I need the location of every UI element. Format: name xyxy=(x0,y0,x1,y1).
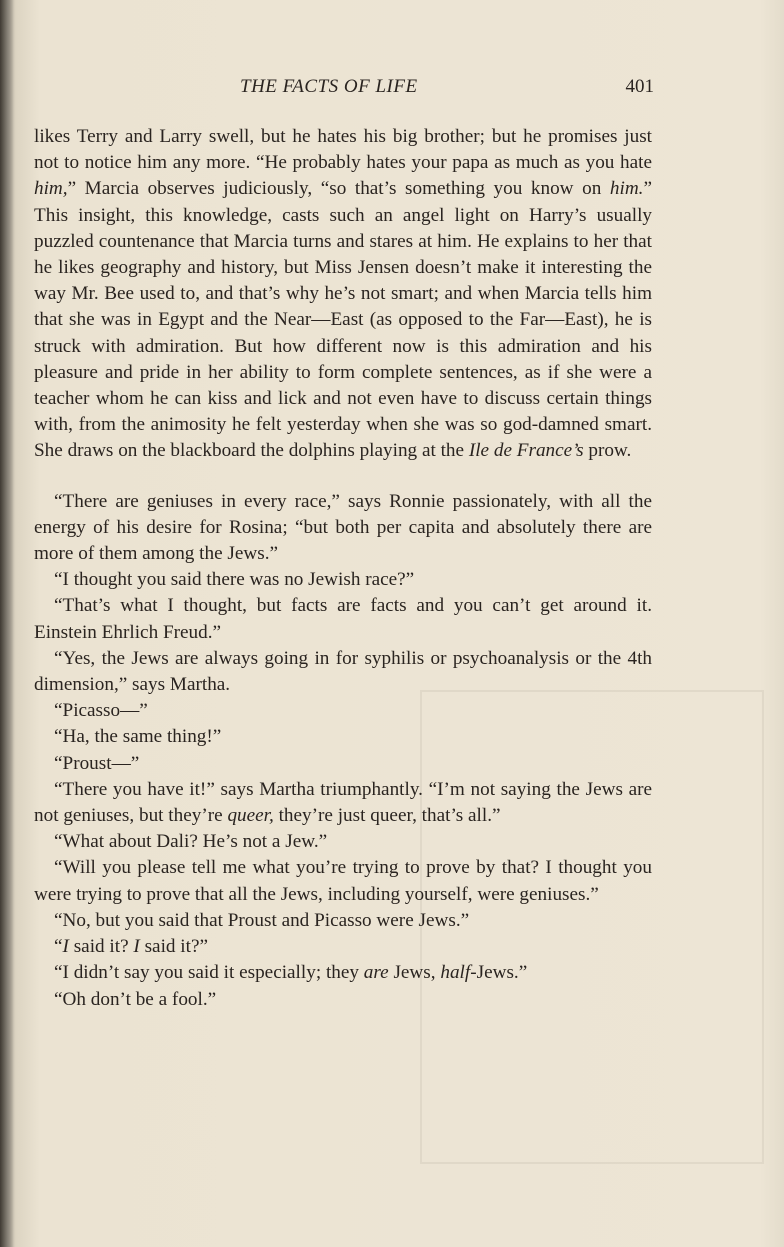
text-run: likes Terry and Larry swell, but he hates his big brother; but he promises just not to notice him any more. “He probably hates your papa as much as you hate xyxy=(34,126,652,174)
text-run: said it? xyxy=(68,936,134,958)
italic-text: I xyxy=(133,936,140,958)
text-run: ” This insight, this knowledge, casts such an angel light on Harry’s usually puzzled countenance that Marcia turns and stares at him. He explains to her that he likes geography and history, but Miss Jensen doesn’t make it interesting the way Mr. Bee used to, and that’s why he’s not smart; and when Marcia tells him that she was in Egypt and the Near—East (as opposed to the Far—East), he is struck with admiration. But how different now is this admiration and his pleasure and pride in her ability to form complete sentences, as if she were a teacher whom he can kiss and lick and not even have to discuss certain things with, from the animosity he felt yesterday when she was so god-damned smart. She draws on the blackboard the dolphins playing at the xyxy=(34,178,652,462)
paragraph xyxy=(34,124,652,465)
page-number: 401 xyxy=(625,76,654,97)
section-break xyxy=(34,465,652,489)
italic-text: Ile de France’s xyxy=(468,440,584,462)
running-title: THE FACTS OF LIFE xyxy=(240,76,418,97)
text-run: Jews, xyxy=(388,962,441,984)
dialogue-line: “I thought you said there was no Jewish race?” xyxy=(54,569,415,591)
page-body xyxy=(34,124,652,1013)
italic-text: him. xyxy=(609,178,644,200)
italic-text: I xyxy=(62,936,69,958)
dialogue-line: “Proust—” xyxy=(54,752,140,774)
text-run: “There you have it!” says Martha triumphantly. “I’m not saying the Jews are not geniuses, but they’re xyxy=(34,778,652,827)
italic-text: him, xyxy=(34,178,68,200)
text-run: -Jews.” xyxy=(470,962,528,984)
page-header xyxy=(34,76,654,106)
dialogue-line: “What about Dali? He’s not a Jew.” xyxy=(54,831,328,853)
italic-text: half xyxy=(440,962,471,984)
text-run: they’re just queer, that’s all.” xyxy=(273,805,501,827)
text-run: ” Marcia observes judiciously, “so that’s something you know on xyxy=(67,178,610,200)
text-run: “I didn’t say you said it especially; they xyxy=(54,962,364,984)
dialogue-line: “Will you please tell me what you’re trying to prove by that? I thought you were trying to prove that all the Jews, including yourself, were geniuses.” xyxy=(34,857,652,905)
text-run: prow. xyxy=(583,440,632,462)
dialogue-line: “There are geniuses in every race,” says Ronnie passionately, with all the energy of his desire for Rosina; “but both per capita and absolutely there are more of them among the Jews.” xyxy=(34,490,652,565)
dialogue-line: “That’s what I thought, but facts are facts and you can’t get around it. Einstein Ehrlich Freud.” xyxy=(34,595,652,643)
text-run: said it?” xyxy=(139,936,208,958)
dialogue-line xyxy=(34,777,652,829)
italic-text: queer, xyxy=(227,805,274,827)
italic-text: are xyxy=(363,962,389,984)
dialogue-line xyxy=(34,934,652,960)
dialogue-line: “Ha, the same thing!” xyxy=(54,726,222,748)
dialogue-line xyxy=(34,960,652,986)
dialogue-line: “Picasso—” xyxy=(54,700,148,722)
dialogue-line: “Yes, the Jews are always going in for syphilis or psychoanalysis or the 4th dimension,” says Martha. xyxy=(34,647,652,696)
dialogue-line: “Oh don’t be a fool.” xyxy=(54,988,217,1010)
text-run: “ xyxy=(54,936,63,958)
page-gutter-shadow xyxy=(0,0,14,1247)
dialogue-line: “No, but you said that Proust and Picasso were Jews.” xyxy=(54,909,470,931)
